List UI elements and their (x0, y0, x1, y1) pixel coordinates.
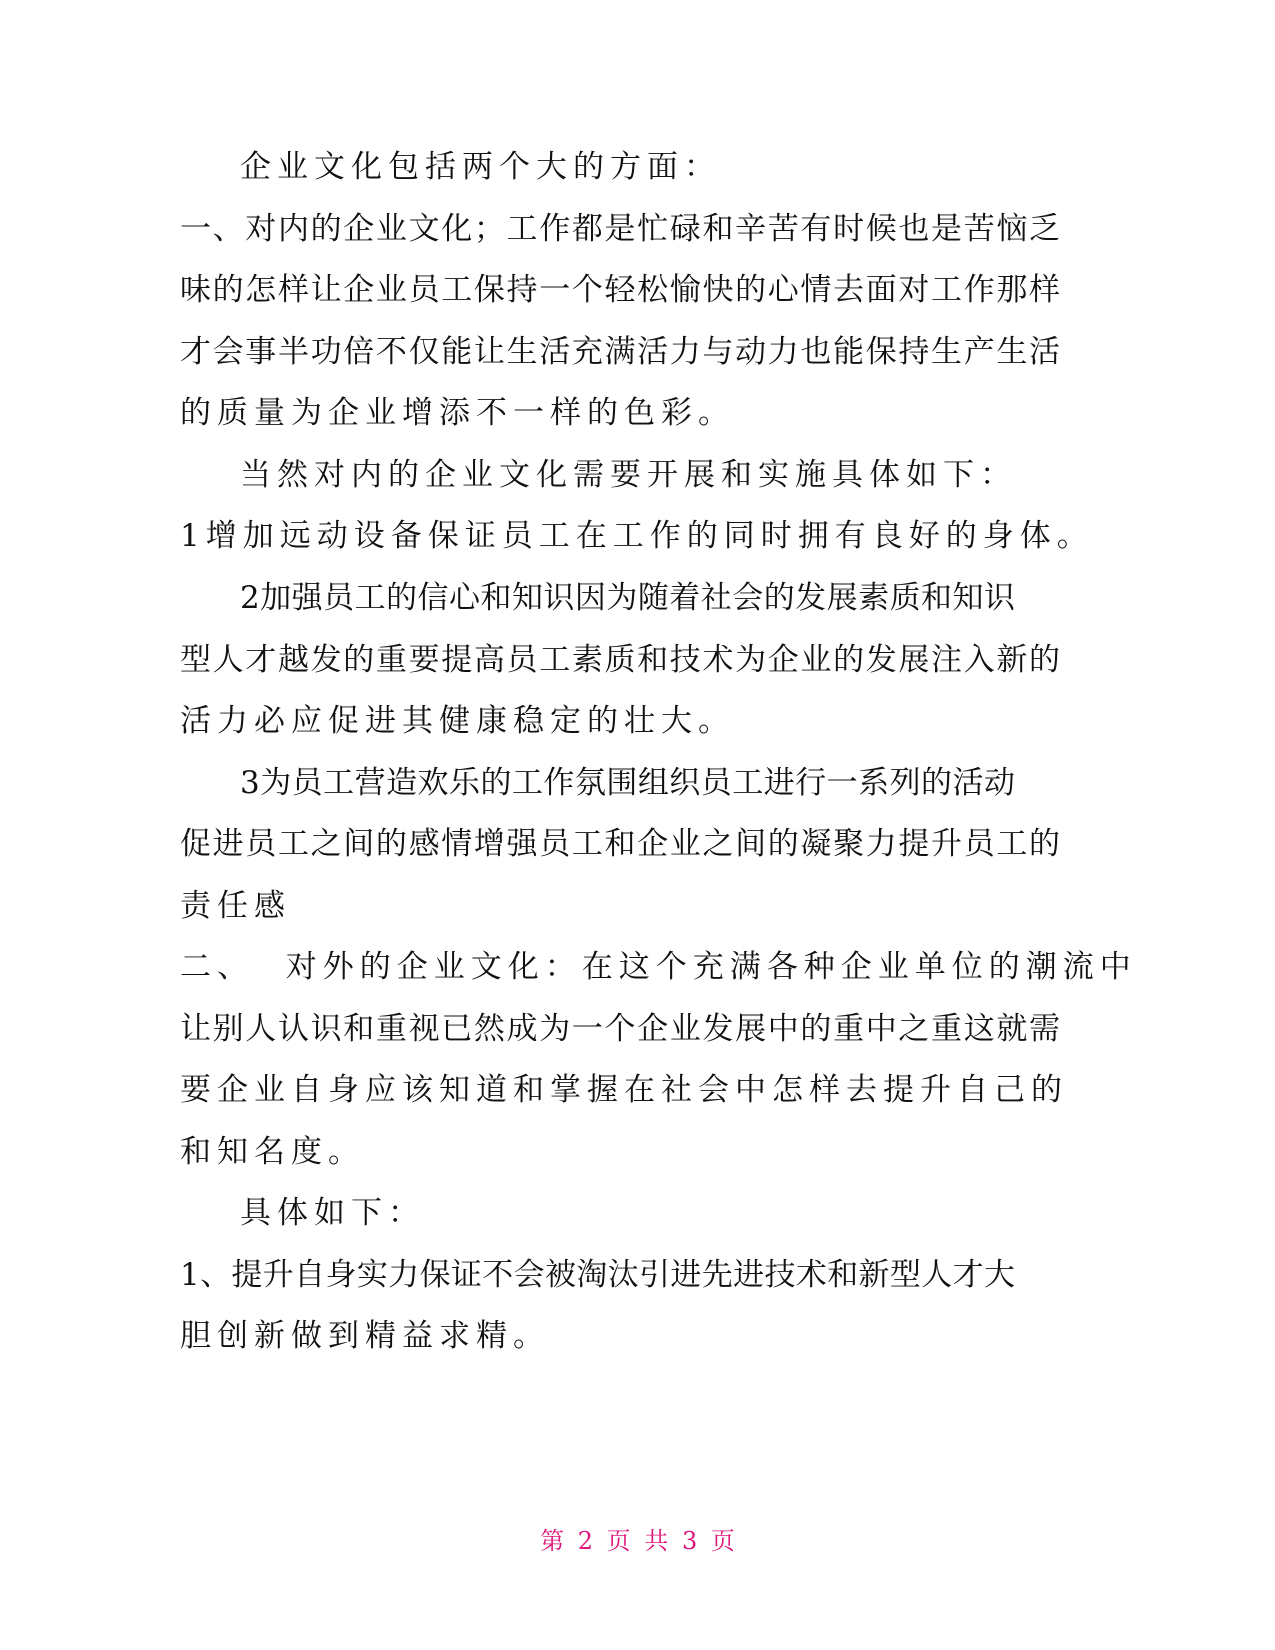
paragraph-line-11: 3为员工营造欢乐的工作氛围组织员工进行一系列的活动 (240, 765, 1015, 801)
paragraph-line-15: 让别人认识和重视已然成为一个企业发展中的重中之重这就需 (180, 1011, 1060, 1047)
paragraph-line-3: 味的怎样让企业员工保持一个轻松愉快的心情去面对工作那样 (180, 272, 1060, 308)
paragraph-line-2: 一、对内的企业文化；工作都是忙碌和辛苦有时候也是苦恼乏 (180, 211, 1060, 247)
paragraph-line-13: 责任感 (180, 888, 291, 924)
paragraph-line-6: 当然对内的企业文化需要开展和实施具体如下： (240, 457, 1017, 493)
paragraph-line-9: 型人才越发的重要提高员工素质和技术为企业的发展注入新的 (180, 642, 1060, 678)
paragraph-line-12: 促进员工之间的感情增强员工和企业之间的凝聚力提升员工的 (180, 826, 1060, 862)
paragraph-line-8: 2加强员工的信心和知识因为随着社会的发展素质和知识 (240, 580, 1015, 616)
page-number-footer: 第 2 页 共 3 页 (540, 1527, 735, 1555)
paragraph-line-14: 二、 对外的企业文化：在这个充满各种企业单位的潮流中 (180, 949, 1137, 985)
paragraph-line-17: 和知名度。 (180, 1134, 365, 1170)
paragraph-line-19: 1、提升自身实力保证不会被淘汰引进先进技术和新型人才大 (180, 1257, 1015, 1293)
paragraph-line-18: 具体如下： (240, 1195, 425, 1231)
paragraph-line-10: 活力必应促进其健康稳定的壮大。 (180, 703, 735, 739)
paragraph-line-16: 要企业自身应该知道和掌握在社会中怎样去提升自己的 (180, 1072, 1068, 1108)
paragraph-line-7: 1增加远动设备保证员工在工作的同时拥有良好的身体。 (180, 518, 1094, 554)
paragraph-line-4: 才会事半功倍不仅能让生活充满活力与动力也能保持生产生活 (180, 334, 1060, 370)
paragraph-line-1: 企业文化包括两个大的方面： (240, 149, 721, 185)
paragraph-line-20: 胆创新做到精益求精。 (180, 1318, 550, 1354)
paragraph-line-5: 的质量为企业增添不一样的色彩。 (180, 395, 735, 431)
